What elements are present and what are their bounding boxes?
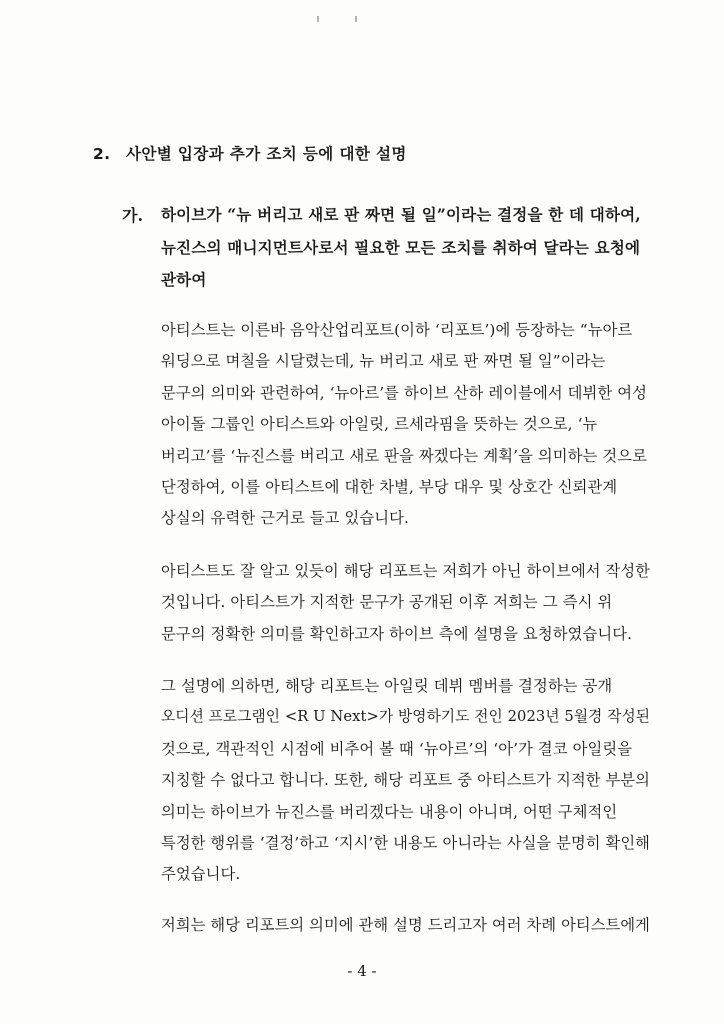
paragraph-line: 것으로, 객관적인 시점에 비추어 볼 때 ‘뉴아르’의 ‘아’가 결코 아일릿을: [161, 740, 633, 758]
paragraph-line: 문구의 의미와 관련하여, ‘뉴아르’를 하이브 산하 레이블에서 데뷔한 여성: [161, 384, 648, 402]
scan-artifact: [355, 16, 357, 22]
paragraph-line: 아이돌 그룹인 아티스트와 아일릿, 르세라핌을 뜻하는 것으로, ‘뉴: [161, 415, 598, 433]
paragraph-line: 아티스트는 이른바 음악산업리포트(이하 ‘리포트’)에 등장하는 “뉴아르: [161, 321, 633, 339]
section-title: 사안별 입장과 추가 조치 등에 대한 설명: [126, 145, 407, 163]
paragraph-line: 지칭할 수 없다고 합니다. 또한, 해당 리포트 중 아티스트가 지적한 부분의: [161, 771, 650, 789]
subsection-marker: 가.: [122, 206, 144, 225]
paragraph-line: 의미는 하이브가 뉴진스를 버리겠다는 내용이 아니며, 어떤 구체적인: [161, 803, 618, 821]
paragraph-line: 버리고’를 ‘뉴진스를 버리고 새로 판을 짜겠다는 계획’을 의미하는 것으로: [161, 447, 648, 465]
subsection-title-line: 관하여: [161, 270, 207, 289]
paragraph-line: 상실의 유력한 근거로 들고 있습니다.: [161, 509, 409, 527]
scan-artifact: [317, 16, 319, 22]
subsection-title-line: 하이브가 “뉴 버리고 새로 판 짜면 될 일”이라는 결정을 한 데 대하여,: [161, 205, 641, 224]
paragraph-line: 아티스트도 잘 알고 있듯이 해당 리포트는 저희가 아닌 하이브에서 작성한: [161, 562, 650, 580]
paragraph-line: 것입니다. 아티스트가 지적한 문구가 공개된 이후 저희는 그 즉시 위: [161, 593, 613, 611]
paragraph-line: 특정한 행위를 ‘결정’하고 ‘지시’한 내용도 아니라는 사실을 분명히 확인해: [161, 834, 650, 852]
subsection-title-line: 뉴진스의 매니지먼트사로서 필요한 모든 조치를 취하여 달라는 요청에: [161, 238, 641, 257]
paragraph-line: 워딩으로 며칠을 시달렸는데, 뉴 버리고 새로 판 짜면 될 일”이라는: [161, 352, 606, 370]
paragraph-line: 그 설명에 의하면, 해당 리포트는 아일릿 데뷔 멤버를 결정하는 공개: [161, 677, 613, 695]
page-number: - 4 -: [347, 962, 377, 980]
paragraph-line: 주었습니다.: [161, 865, 241, 883]
paragraph-line: 오디션 프로그램인 <R U Next>가 방영하기도 전인 2023년 5월경 작성된: [161, 708, 651, 725]
section-heading: [93, 142, 407, 164]
paragraph-line: 단정하여, 이를 아티스트에 대한 차별, 부당 대우 및 상호간 신뢰관계: [161, 478, 618, 496]
section-number: 2.: [93, 145, 111, 163]
paragraph-line: 저희는 해당 리포트의 의미에 관해 설명 드리고자 여러 차례 아티스트에게: [161, 916, 650, 934]
paragraph-line: 문구의 정확한 의미를 확인하고자 하이브 측에 설명을 요청하였습니다.: [161, 625, 633, 643]
